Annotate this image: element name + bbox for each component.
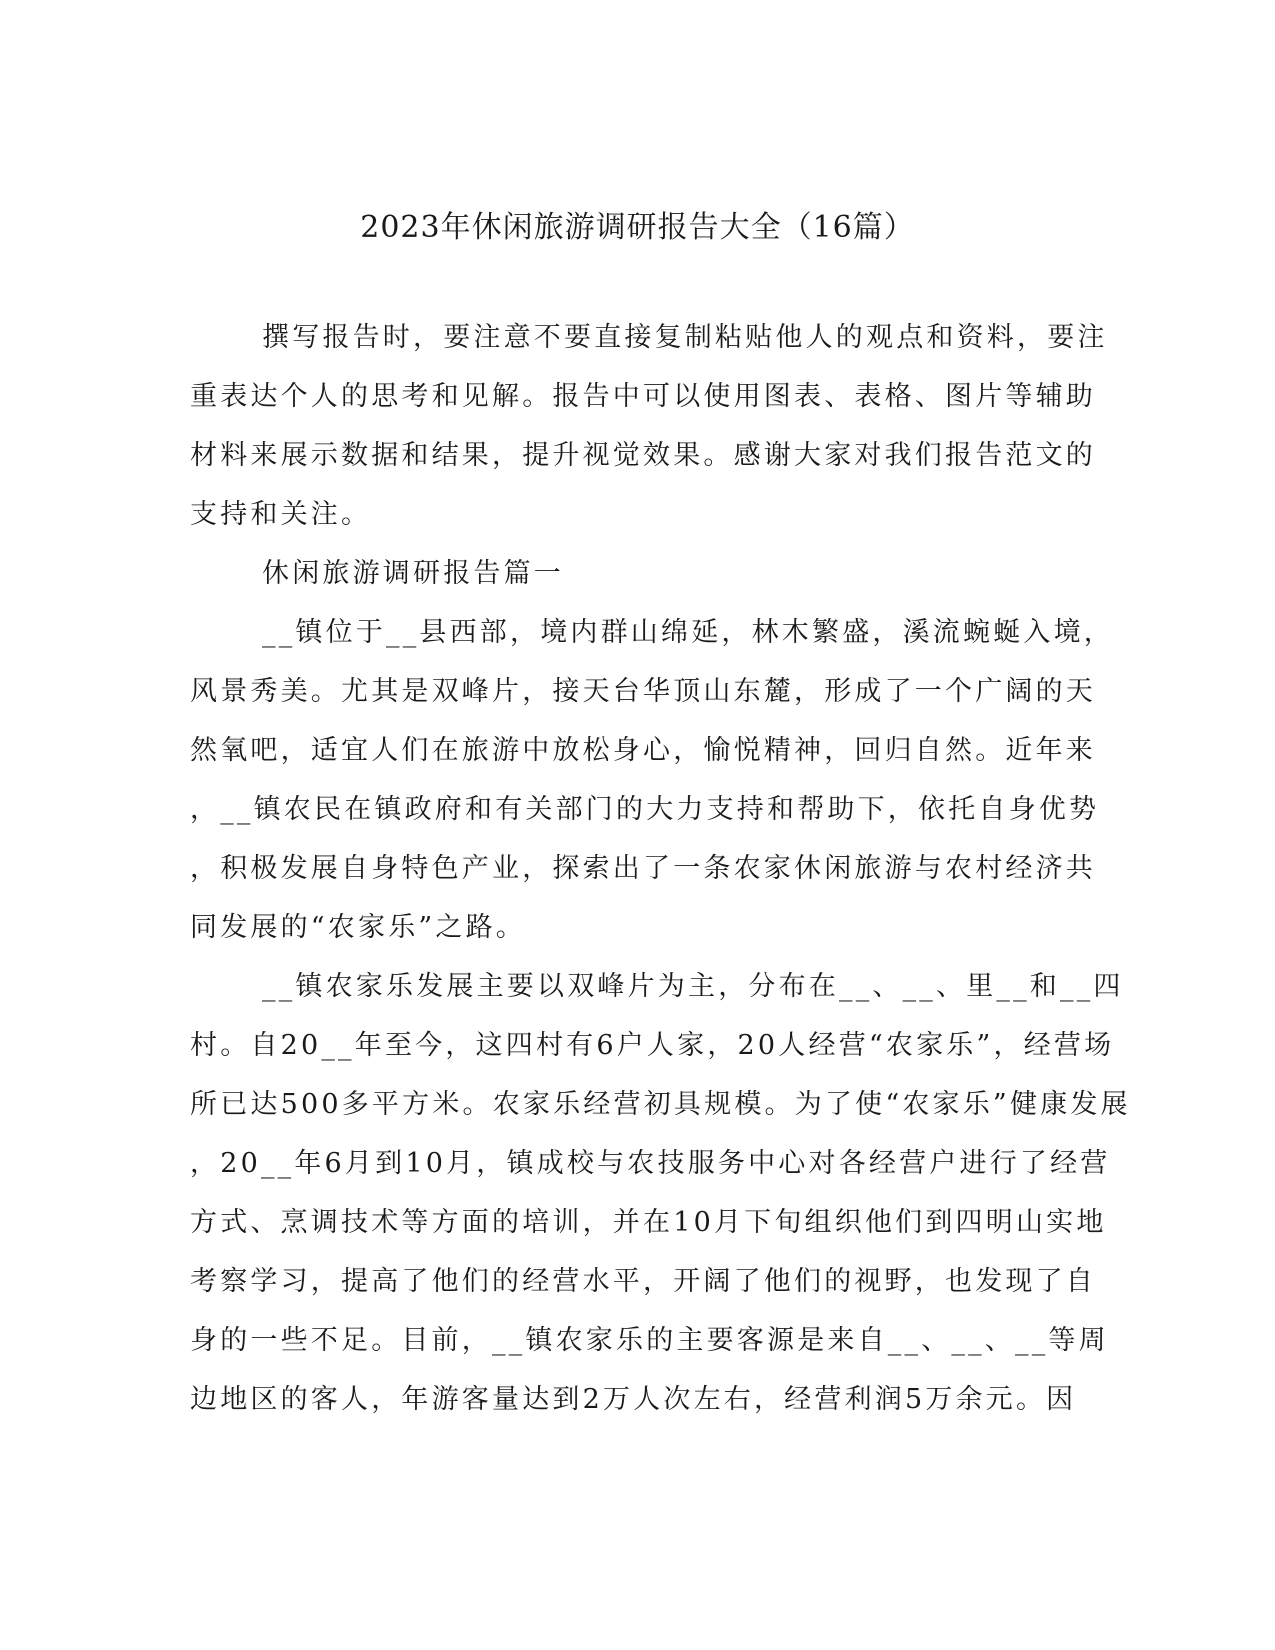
- section-heading: 休闲旅游调研报告篇一: [262, 558, 564, 589]
- paragraph-line: ，__镇农民在镇政府和有关部门的大力支持和帮助下，依托自身优势: [190, 794, 1100, 825]
- paragraph-line: 考察学习，提高了他们的经营水平，开阔了他们的视野，也发现了自: [190, 1266, 1096, 1297]
- paragraph-line: 身的一些不足。目前，__镇农家乐的主要客源是来自__、__、__等周: [190, 1325, 1109, 1356]
- paragraph-line: 然氧吧，适宜人们在旅游中放松身心，愉悦精神，回归自然。近年来: [190, 735, 1096, 766]
- paragraph-line: 风景秀美。尤其是双峰片，接天台华顶山东麓，形成了一个广阔的天: [190, 676, 1096, 707]
- paragraph-line: 边地区的客人，年游客量达到2万人次左右，经营利润5万余元。因: [190, 1384, 1077, 1415]
- paragraph-line: 方式、烹调技术等方面的培训，并在10月下旬组织他们到四明山实地: [190, 1207, 1107, 1238]
- paragraph-line: 材料来展示数据和结果，提升视觉效果。感谢大家对我们报告范文的: [190, 440, 1096, 471]
- paragraph-line: 村。自20__年至今，这四村有6户人家，20人经营“农家乐”，经营场: [190, 1030, 1115, 1061]
- paragraph-line: 重表达个人的思考和见解。报告中可以使用图表、表格、图片等辅助: [190, 381, 1096, 412]
- paragraph-line: 支持和关注。: [190, 499, 372, 530]
- paragraph-line: 撰写报告时，要注意不要直接复制粘贴他人的观点和资料，要注: [262, 322, 1108, 353]
- paragraph-line: __镇农家乐发展主要以双峰片为主，分布在__、__、里__和__四: [262, 971, 1124, 1002]
- paragraph-line: ，20__年6月到10月，镇成校与农技服务中心对各经营户进行了经营: [190, 1148, 1111, 1179]
- paragraph-line: ，积极发展自身特色产业，探索出了一条农家休闲旅游与农村经济共: [190, 853, 1096, 884]
- document-title: 2023年休闲旅游调研报告大全（16篇）: [360, 210, 915, 245]
- paragraph-line: 同发展的“农家乐”之路。: [190, 912, 527, 943]
- paragraph-line: __镇位于__县西部，境内群山绵延，林木繁盛，溪流蜿蜒入境，: [262, 617, 1114, 648]
- paragraph-line: 所已达500多平方米。农家乐经营初具规模。为了使“农家乐”健康发展: [190, 1089, 1131, 1120]
